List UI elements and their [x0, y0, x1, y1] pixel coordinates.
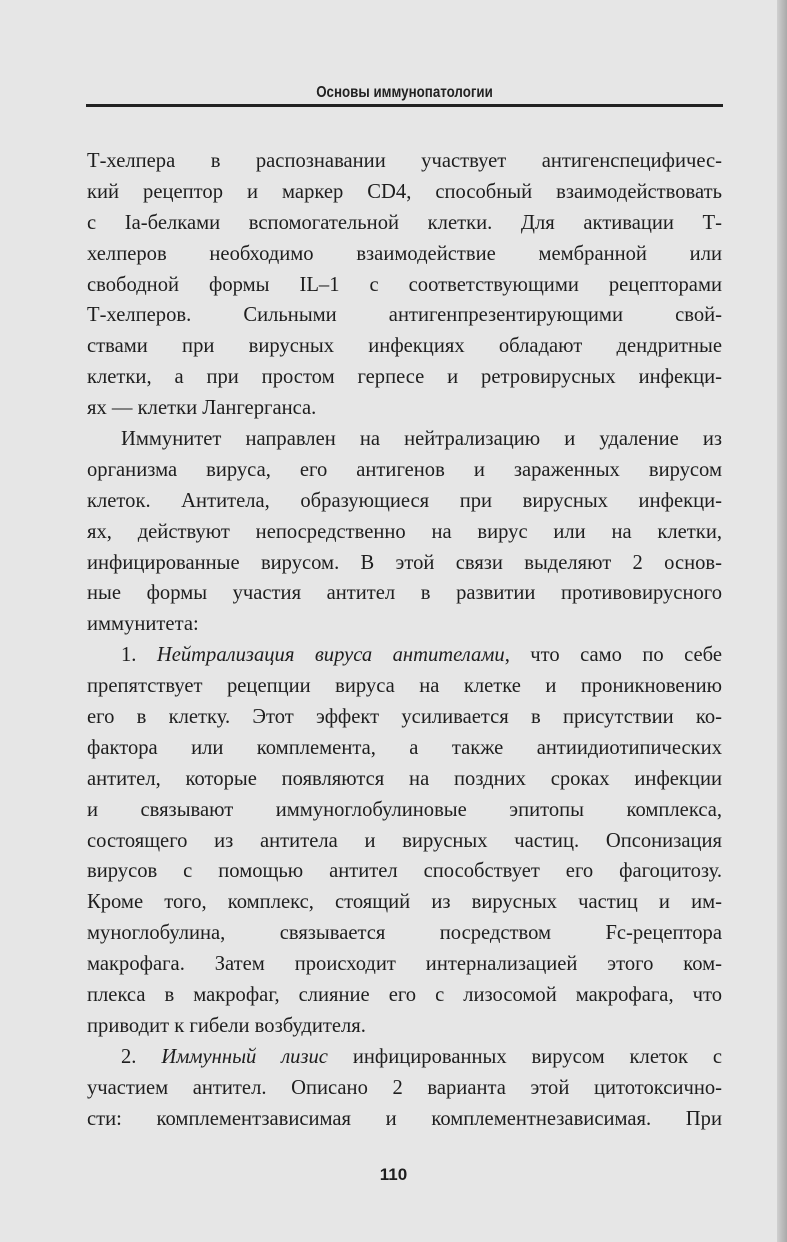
- text-line: антител, которые появляются на поздних сроках инфекции: [87, 767, 722, 790]
- text-line: сти: комплементзависимая и комплементнезависимая. При: [87, 1107, 722, 1130]
- text-line: клетки, а при простом герпесе и ретровирусных инфекци-: [87, 366, 722, 389]
- text-line: ствами при вирусных инфекциях обладают дендритные: [87, 335, 722, 358]
- page-spine-shadow: [777, 0, 787, 1242]
- text-line: иммунитета:: [87, 613, 199, 636]
- text-line: фактора или комплемента, а также антиидиотипических: [87, 736, 722, 759]
- list-item-1-first-line: [87, 640, 722, 671]
- text-line: макрофага. Затем происходит интернализацией этого ком-: [87, 953, 722, 976]
- text-line: приводит к гибели возбудителя.: [87, 1014, 366, 1037]
- page-number: 110: [379, 1165, 408, 1184]
- body-text: [87, 146, 722, 1135]
- text-line: и связывают иммуноглобулиновые эпитопы комплекса,: [87, 798, 722, 821]
- list-item-1-title: Нейтрализация вируса антителами: [156, 644, 505, 667]
- text-line: ях — клетки Лангерганса.: [87, 397, 317, 420]
- text-line: с Ia-белками вспомогательной клетки. Для активации Т-: [87, 211, 722, 234]
- text-line: муноглобулина, связывается посредством Fc-рецептора: [87, 922, 722, 945]
- text-line: хелперов необходимо взаимодействие мембранной или: [87, 242, 722, 265]
- list-item-1-number: 1.: [121, 644, 137, 667]
- text-line: плекса в макрофаг, слияние его с лизосомой макрофага, что: [87, 984, 722, 1007]
- list-item-2-first-line: [87, 1042, 722, 1073]
- running-head: Основы иммунопатологии: [316, 84, 493, 101]
- header-rule: [86, 104, 723, 107]
- text-line: состоящего из антитела и вирусных частиц. Опсонизация: [87, 829, 722, 852]
- list-item-2-number: 2.: [121, 1045, 137, 1068]
- text-line: ях, действуют непосредственно на вирус или на клетки,: [87, 520, 722, 543]
- text-line: Иммунитет направлен на нейтрализацию и удаление из: [121, 428, 722, 451]
- text-line: Кроме того, комплекс, стоящий из вирусных частиц и им-: [87, 891, 722, 914]
- text-line: Т-хелперов. Сильными антигенпрезентирующими свой-: [87, 304, 722, 327]
- list-item-2-text: инфицированных вирусом клеток с: [327, 1045, 723, 1068]
- text-line: клеток. Антитела, образующиеся при вирусных инфекци-: [87, 489, 722, 512]
- text-line: свободной формы IL–1 с соответствующими рецепторами: [87, 273, 722, 296]
- text-line: его в клетку. Этот эффект усиливается в присутствии ко-: [87, 706, 722, 729]
- text-line: препятствует рецепции вируса на клетке и проникновению: [87, 675, 722, 698]
- list-item-1-text: , что само по себе: [504, 644, 722, 667]
- list-item-2-title: Иммунный лизис: [161, 1045, 328, 1068]
- text-line: вирусов с помощью антител способствует его фагоцитозу.: [87, 860, 722, 883]
- text-line: участием антител. Описано 2 варианта этой цитотоксично-: [87, 1076, 722, 1099]
- text-line: инфицированные вирусом. В этой связи выделяют 2 основ-: [87, 551, 722, 574]
- text-line: организма вируса, его антигенов и зараженных вирусом: [87, 458, 722, 481]
- text-line: Т-хелпера в распознавании участвует антигенспецифичес-: [87, 150, 722, 172]
- text-line: кий рецептор и маркер CD4, способный взаимодействовать: [87, 180, 722, 203]
- text-line: ные формы участия антител в развитии противовирусного: [87, 582, 722, 605]
